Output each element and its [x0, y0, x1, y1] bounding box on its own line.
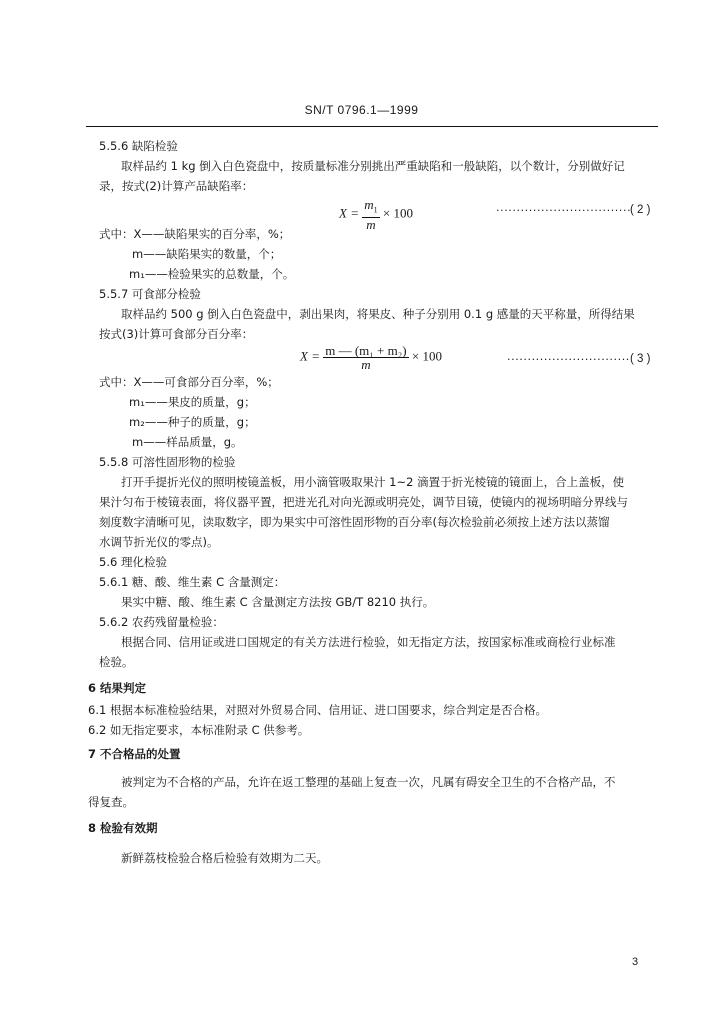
formula-3-where-x: 式中：X——可食部分百分率，%； — [99, 375, 279, 389]
formula-2-numerator: m — [364, 197, 374, 212]
page-number: 3 — [632, 956, 639, 968]
section-5-5-8-para-line-4: 水调节折光仪的零点)。 — [99, 535, 219, 549]
section-6-1: 6.1 根据本标准检验结果，对照对外贸易合同、信用证、进口国要求，综合判定是否合格。 — [88, 703, 547, 717]
section-5-6-1-title: 5.6.1 糖、酸、维生素 C 含量测定： — [99, 575, 286, 589]
formula-3 — [300, 344, 442, 371]
formula-3-fraction — [323, 344, 408, 371]
section-5-6-2-para-line-2: 检验。 — [99, 655, 134, 669]
section-5-5-6-title: 5.5.6 缺陷检验 — [99, 139, 178, 153]
formula-3-where-m2: m₂——种子的质量，g； — [129, 415, 256, 429]
section-8-title: 8 检验有效期 — [88, 821, 158, 835]
section-5-5-8-title: 5.5.8 可溶性固形物的检验 — [99, 455, 236, 469]
formula-3-leader-dots: ······························ — [507, 353, 630, 366]
section-6-title: 6 结果判定 — [88, 681, 147, 695]
section-7-para-line-2: 得复查。 — [88, 795, 134, 809]
formula-3-denominator: m — [361, 357, 371, 372]
section-7-title: 7 不合格品的处置 — [88, 747, 181, 761]
formula-2 — [339, 198, 413, 231]
formula-2-where-x: 式中：X——缺陷果实的百分率，%； — [99, 227, 291, 241]
formula-2-leader-dots: ································· — [496, 204, 632, 217]
section-5-6-2-para-line-1: 根据合同、信用证或进口国规定的有关方法进行检验，如无指定方法，按国家标准或商检行业标准 — [121, 635, 616, 649]
section-5-5-8-para-line-2: 果汁匀布于棱镜表面，将仪器平置，把进光孔对向光源或明亮处，调节目镜，使镜内的视场明暗分界线与 — [99, 495, 628, 509]
formula-3-where-m1: m₁——果皮的质量，g； — [129, 395, 256, 409]
section-5-6-title: 5.6 理化检验 — [99, 555, 167, 569]
section-8-para: 新鲜荔枝检验合格后检验有效期为二天。 — [121, 851, 328, 865]
formula-2-times-100: × 100 — [382, 205, 413, 221]
formula-2-where-m1: m₁——检验果实的总数量，个。 — [129, 267, 295, 281]
formula-3-where-m: m——样品质量，g。 — [132, 435, 243, 449]
formula-3-times-100: × 100 — [411, 348, 442, 364]
section-5-6-1-para: 果实中糖、酸、维生素 C 含量测定方法按 GB/T 8210 执行。 — [121, 595, 435, 609]
formula-2-fraction — [362, 198, 379, 231]
section-6-2: 6.2 如无指定要求，本标准附录 C 供参考。 — [88, 723, 310, 737]
formula-2-where-m: m——缺陷果实的数量，个； — [132, 247, 282, 261]
formula-3-numerator: m — (m₁ + m₂) — [325, 343, 407, 358]
header-rule — [86, 126, 658, 127]
section-5-5-7-title: 5.5.7 可食部分检验 — [99, 287, 201, 301]
section-7-para-line-1: 被判定为不合格的产品，允许在返工整理的基础上复查一次，凡属有碍安全卫生的不合格产品，不 — [121, 775, 616, 789]
formula-2-numerator-subscript: 1 — [373, 205, 378, 215]
section-5-5-7-para-line-2: 按式(3)计算可食部分百分率： — [99, 327, 254, 341]
formula-3-lhs: X = — [300, 348, 320, 364]
formula-2-number: ( 2 ) — [630, 204, 651, 216]
section-5-5-8-para-line-3: 刻度数字清晰可见，读取数字，即为果实中可溶性固形物的百分率(每次检验前必须按上述方法以蒸馏 — [99, 515, 610, 529]
formula-2-denominator: m — [366, 216, 376, 232]
section-5-5-6-para-line-1: 取样品约 1 kg 倒入白色瓷盘中，按质量标准分别挑出严重缺陷和一般缺陷，以个数计，分别做好记 — [121, 159, 625, 173]
section-5-5-6-para-line-2: 录，按式(2)计算产品缺陷率： — [99, 179, 254, 193]
formula-3-number: ( 3 ) — [630, 353, 651, 365]
section-5-5-8-para-line-1: 打开手提折光仪的照明棱镜盖板，用小滴管吸取果汁 1~2 滴置于折光棱镜的镜面上，合上盖板，使 — [121, 475, 625, 489]
section-5-6-2-title: 5.6.2 农药残留量检验： — [99, 615, 224, 629]
formula-2-lhs: X = — [339, 205, 359, 221]
document-code-header: SN/T 0796.1—1999 — [304, 103, 419, 117]
section-5-5-7-para-line-1: 取样品约 500 g 倒入白色瓷盘中，剥出果肉，将果皮、种子分别用 0.1 g 感量的天平称量，所得结果 — [121, 307, 635, 321]
